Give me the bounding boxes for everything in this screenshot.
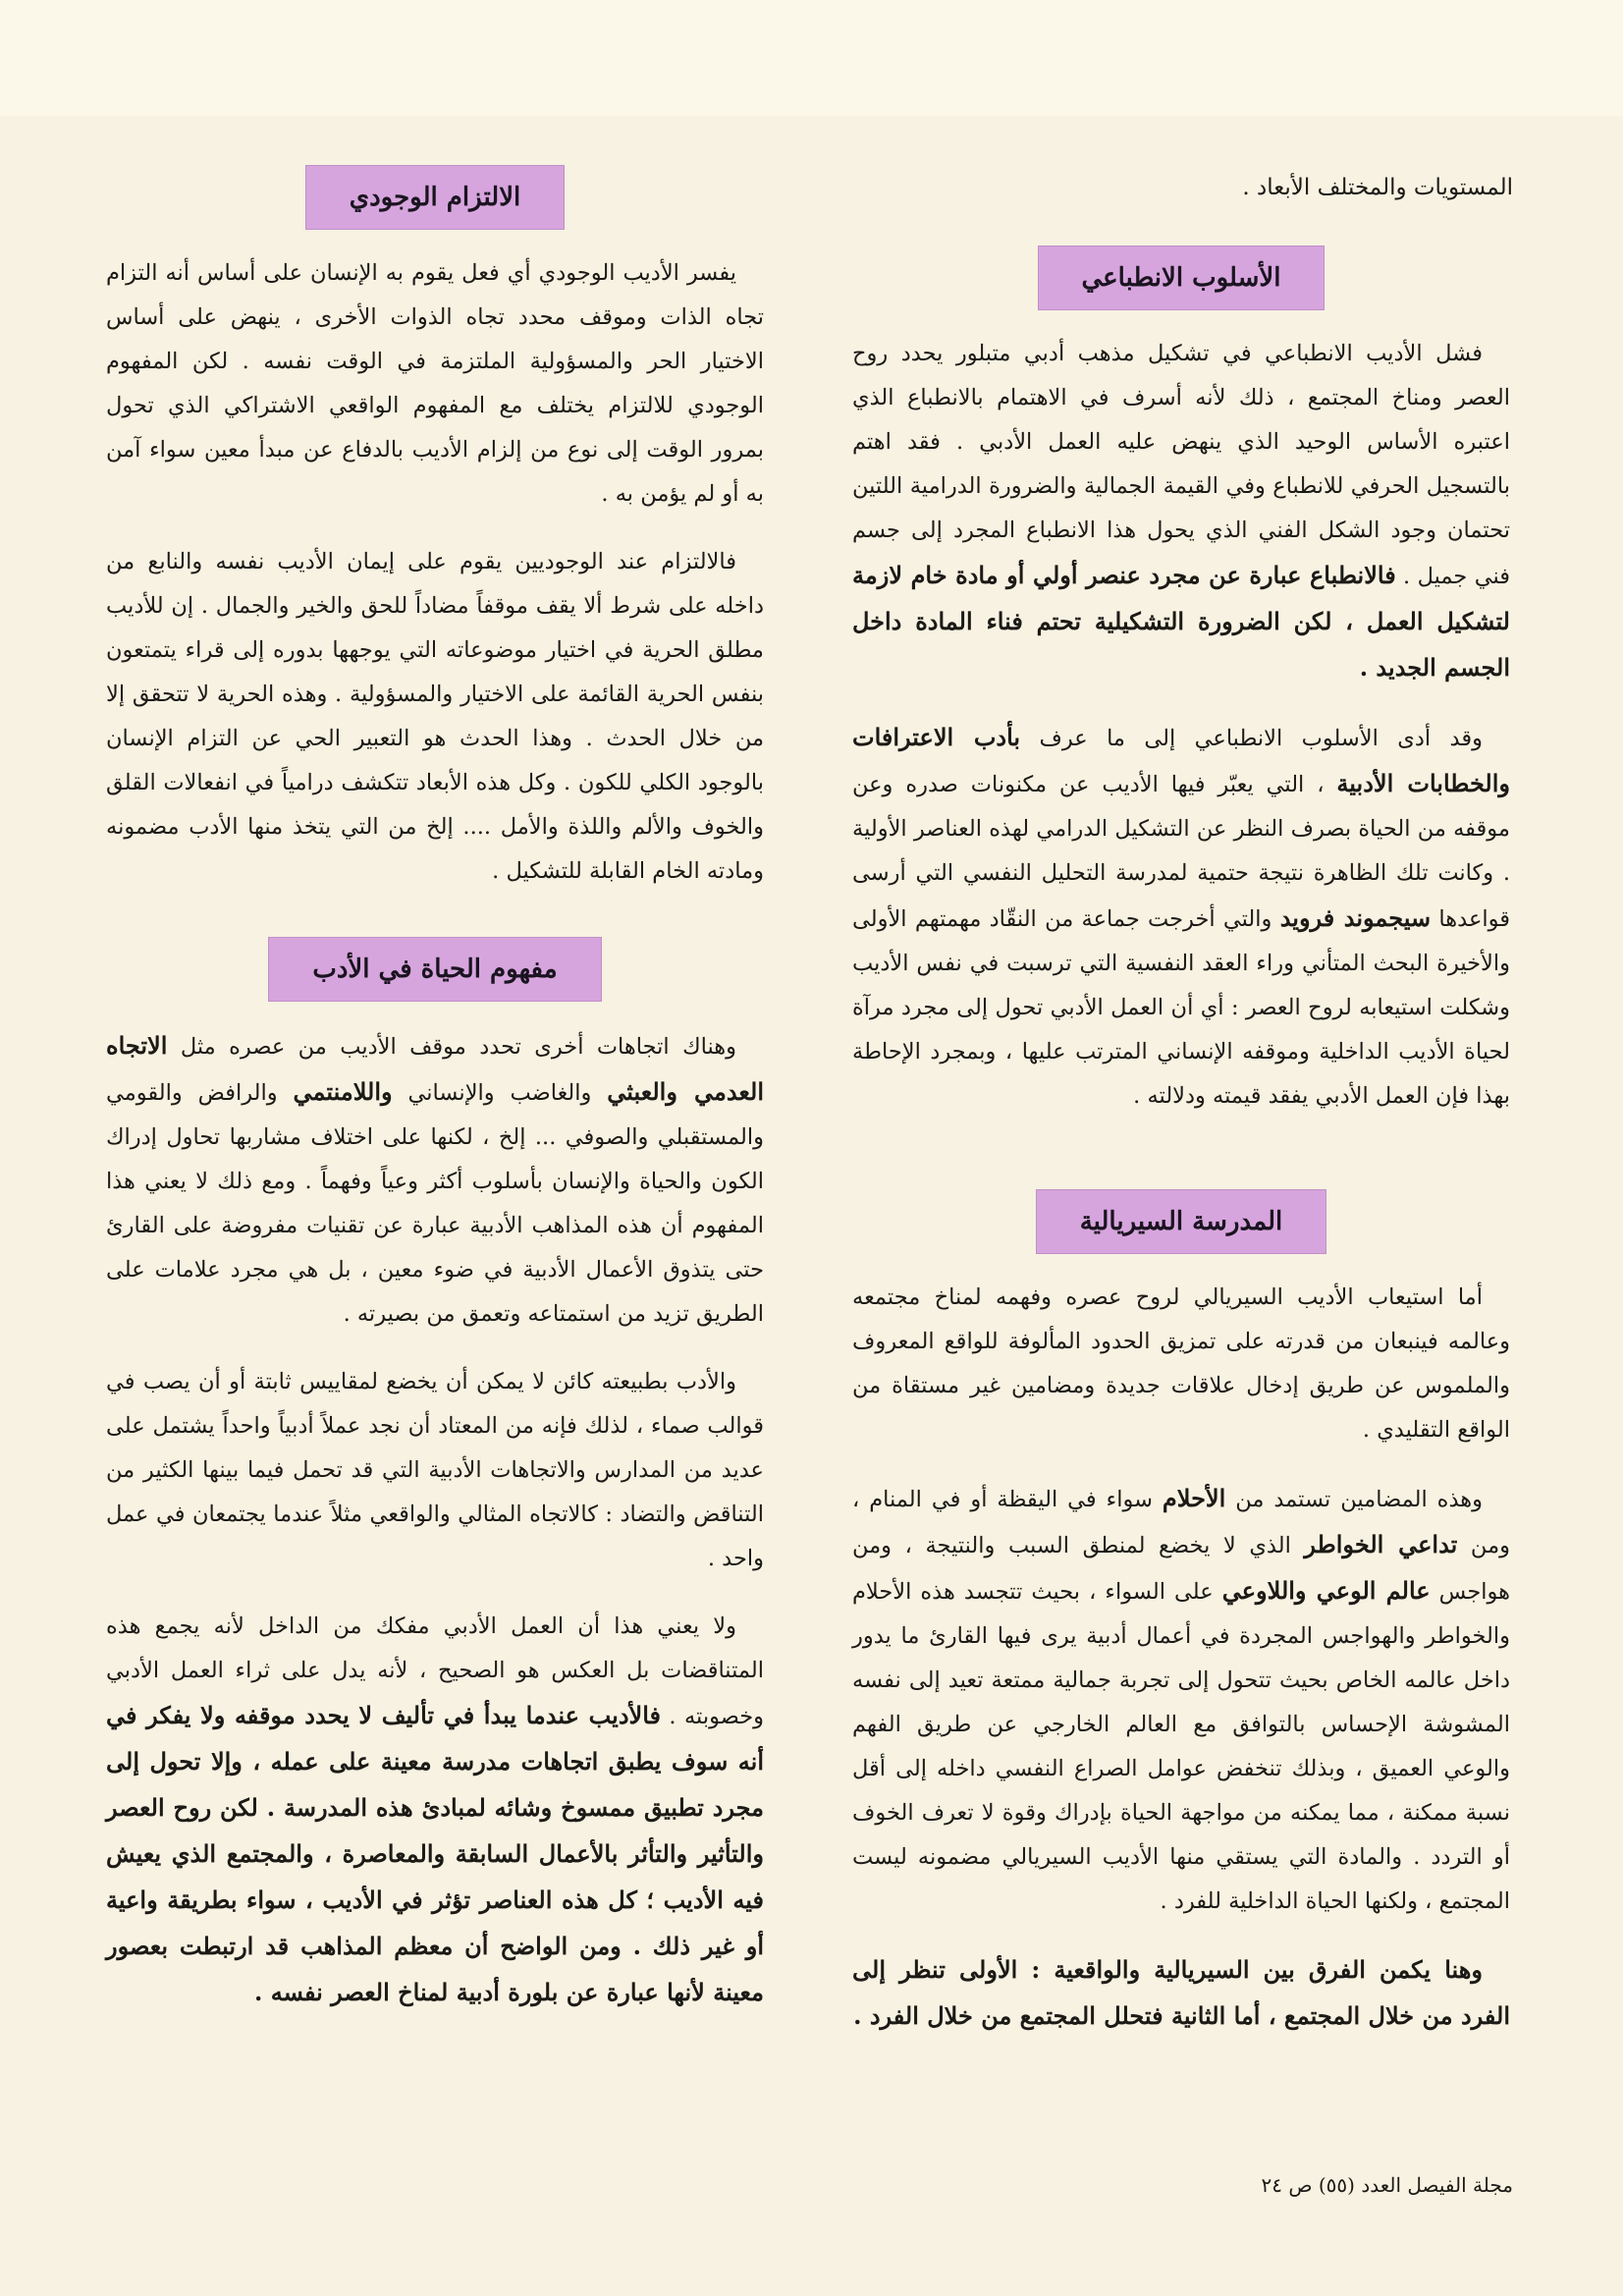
paragraph xyxy=(106,1023,764,1337)
paragraph xyxy=(852,1947,1510,2040)
paragraph xyxy=(852,715,1510,1119)
bold-text-run: بأدب الاعترافات والخطابات الأدبية xyxy=(852,723,1511,797)
bold-text-run: سيجموند فرويد xyxy=(1279,903,1432,932)
paragraph xyxy=(852,1276,1510,1452)
text-run: سواء في اليقظة أو في المنام ، ومن xyxy=(852,1487,1510,1558)
text-run: والتي أخرجت جماعة من النقّاد مهمتهم الأولى والأخيرة البحث المتأني وراء العقد النفسية التي ترسبت في نفس الأديب وشكلت استيعابه لروح العصر : أي أن العمل الأدبي تحول إلى مجرد مرآة لحياة الأديب الداخلية وموقفه الإنساني المترتب عليها ، وبمجرد الإحاطة بهذا فإن العمل الأدبي يفقد قيمته ودلالته . xyxy=(852,906,1510,1109)
right-column xyxy=(852,246,1510,2063)
text-run: وهذه المضامين تستمد من xyxy=(1225,1487,1483,1512)
text-run: ، التي يعبّر فيها الأديب عن مكنونات صدره وعن موقفه من الحياة بصرف النظر عن التشكيل الدرامي لهذه العناصر الأولية . وكانت تلك الظاهرة نتيجة حتمية لمدرسة التحليل النفسي التي أرسى قواعدها xyxy=(852,772,1510,932)
paragraph xyxy=(852,332,1510,691)
page-top-band xyxy=(0,0,1623,116)
bold-text-run: فالأديب عندما يبدأ في تأليف لا يحدد موقفه ولا يفكر في أنه سوف يطبق اتجاهات مدرسة معينة على عمله ، وإلا تحول إلى مجرد تطبيق ممسوخ وشائه لمبادئ هذه المدرسة . لكن روح العصر والتأثير والتأثر بالأعمال السابقة والمعاصرة ، والمجتمع الذي يعيش فيه الأديب ؛ كل هذه العناصر تؤثر في الأديب ، سواء بطريقة واعية أو غير ذلك . ومن الواضح أن معظم المذاهب قد ارتبطت بعصور معينة لأنها عبارة عن بلورة أدبية لمناخ العصر نفسه . xyxy=(106,1701,764,2006)
section-life-concept xyxy=(106,937,764,2016)
text-run: فشل الأديب الانطباعي في تشكيل مذهب أدبي متبلور يحدد روح العصر ومناخ المجتمع ، ذلك لأنه أسرف في الاهتمام بالانطباع الذي اعتبره الأساس الوحيد الذي ينهض عليه العمل الأدبي . فقد اهتم بالتسجيل الحرفي للانطباع وفي القيمة الجمالية والضرورة الدرامية اللتين تحتمان وجود الشكل الفني الذي يحول هذا الانطباع المجرد إلى جسم فني جميل . xyxy=(852,341,1510,589)
bold-text-run: واللامنتمي xyxy=(293,1077,393,1106)
text-run: يفسر الأديب الوجودي أي فعل يقوم به الإنسان على أساس أنه التزام تجاه الذات وموقف محدد تجاه الذوات الأخرى ، ينهض على أساس الاختيار الحر والمسؤولية الملتزمة في الوقت نفسه . لكن المفهوم الوجودي للالتزام يختلف مع المفهوم الواقعي الاشتراكي الذي تحول بمرور الوقت إلى نوع من إلزام الأديب بالدفاع عن مبدأ معين سواء آمن به أو لم يؤمن به . xyxy=(106,260,765,507)
bold-text-run: الأحلام xyxy=(1162,1484,1226,1512)
section-heading: مفهوم الحياة في الأدب xyxy=(268,937,601,1002)
bold-text-run: فالانطباع عبارة عن مجرد عنصر أولي أو مادة خام لازمة لتشكيل العمل ، لكن الضرورة التشكيلية تحتم فناء المادة داخل الجسم الجديد . xyxy=(852,561,1510,682)
section-heading: الالتزام الوجودي xyxy=(305,165,566,230)
paragraph xyxy=(106,1360,764,1581)
text-run: والأدب بطبيعته كائن لا يمكن أن يخضع لمقاييس ثابتة أو أن يصب في قوالب صماء ، لذلك فإنه من المعتاد أن نجد عملاً أدبياً واحداً يشتمل على عديد من المدارس والاتجاهات الأدبية التي قد تحمل فيما بينها الكثير من التناقض والتضاد : كالاتجاه المثالي والواقعي مثلاً عندما يجتمعان في عمل واحد . xyxy=(106,1369,764,1571)
text-run: أما استيعاب الأديب السيريالي لروح عصره وفهمه لمناخ مجتمعه وعالمه فينبعان من قدرته على تمزيق الحدود المألوفة للواقع المعروف والملموس عن طريق إدخال علاقات جديدة ومضامين غير مستقاة من الواقع التقليدي . xyxy=(852,1285,1510,1443)
left-column xyxy=(106,165,764,2040)
page-footer: مجلة الفيصل العدد (٥٥) ص ٢٤ xyxy=(1261,2173,1513,2197)
text-run: فالالتزام عند الوجوديين يقوم على إيمان الأديب نفسه والنابع من داخله على شرط ألا يقف موقفاً مضاداً للحق والخير والجمال . إن للأديب مطلق الحرية في اختيار موضوعاته التي يوجهها بدوره إلى قراء يتمتعون بنفس الحرية القائمة على الاختيار والمسؤولية . وهذه الحرية لا تتحقق إلا من خلال الحدث . وهذا الحدث هو التعبير الحي عن التزام الإنسان بالوجود الكلي للكون . وكل هذه الأبعاد تتكشف درامياً في انفعالات القلق والخوف والألم واللذة والأمل .... إلخ من التي يتخذ منها الأدب مضمونه ومادته الخام القابلة للتشكيل . xyxy=(106,549,764,884)
section-impressionism xyxy=(852,246,1510,1119)
text-run: والرافض والقومي والمستقبلي والصوفي ... إلخ ، لكنها على اختلاف مشاربها تحاول إدراك الكون والحياة والإنسان بأسلوب أكثر وعياً وفهماً . ومع ذلك لا يعني هذا المفهوم أن هذه المذاهب الأدبية عبارة عن تقنيات مفروضة على القارئ حتى يتذوق الأعمال الأدبية في ضوء معين ، بل هي مجرد علامات على الطريق تزيد من استمتاعه وتعمق من بصيرته . xyxy=(106,1080,764,1327)
paragraph xyxy=(106,1605,764,2016)
bold-text-run: تداعي الخواطر xyxy=(1304,1530,1458,1558)
section-surrealism xyxy=(852,1189,1510,2040)
section-heading: المدرسة السيريالية xyxy=(1036,1189,1327,1254)
text-run: والغاضب والإنساني xyxy=(392,1080,608,1106)
bold-text-run: عالم الوعي واللاوعي xyxy=(1221,1576,1431,1605)
paragraph xyxy=(852,1476,1510,1924)
section-existential-commitment xyxy=(106,165,764,894)
text-run: ولا يعني هذا أن العمل الأدبي مفكك من الداخل لأنه يجمع هذه المتناقضات بل العكس هو الصحيح ، لأنه يدل على ثراء العمل الأدبي وخصوبته . xyxy=(106,1613,765,1729)
bold-text-run: وهنا يكمن الفرق بين السيريالية والواقعية : الأولى تنظر إلى الفرد من خلال المجتمع ، أما الثانية فتحلل المجتمع من خلال الفرد . xyxy=(852,1955,1510,2030)
text-run: على السواء ، بحيث تتجسد هذه الأحلام والخواطر والهواجس المجردة في أعمال أدبية يرى فيها القارئ ما يدور داخل عالمه الخاص بحيث تتحول إلى تجربة جمالية ممتعة تعيد إلى نفسه المشوشة الإحساس بالتوافق مع العالم الخارجي عن طريق الفهم والوعي العميق ، وبذلك تنخفض عوامل الصراع النفسي داخله إلى أقل نسبة ممكنة ، مما يمكنه من مواجهة الحياة بإدراك وقوة لا تعرف الخوف أو التردد . والمادة التي يستقي منها الأديب السيريالي مضمونه ليست المجتمع ، ولكنها الحياة الداخلية للفرد . xyxy=(852,1579,1510,1914)
continued-text-fragment: المستويات والمختلف الأبعاد . xyxy=(1242,175,1513,200)
text-run: وقد أدى الأسلوب الانطباعي إلى ما عرف xyxy=(1020,726,1483,751)
section-heading: الأسلوب الانطباعي xyxy=(1038,246,1325,310)
text-run: وهناك اتجاهات أخرى تحدد موقف الأديب من عصره مثل xyxy=(167,1034,736,1060)
bold-text-run: الاتجاه العدمي والعبثي xyxy=(106,1031,764,1106)
text-run: الذي لا يخضع لمنطق السبب والنتيجة ، ومن هواجس xyxy=(852,1533,1510,1605)
paragraph xyxy=(106,540,764,894)
paragraph xyxy=(106,251,764,517)
